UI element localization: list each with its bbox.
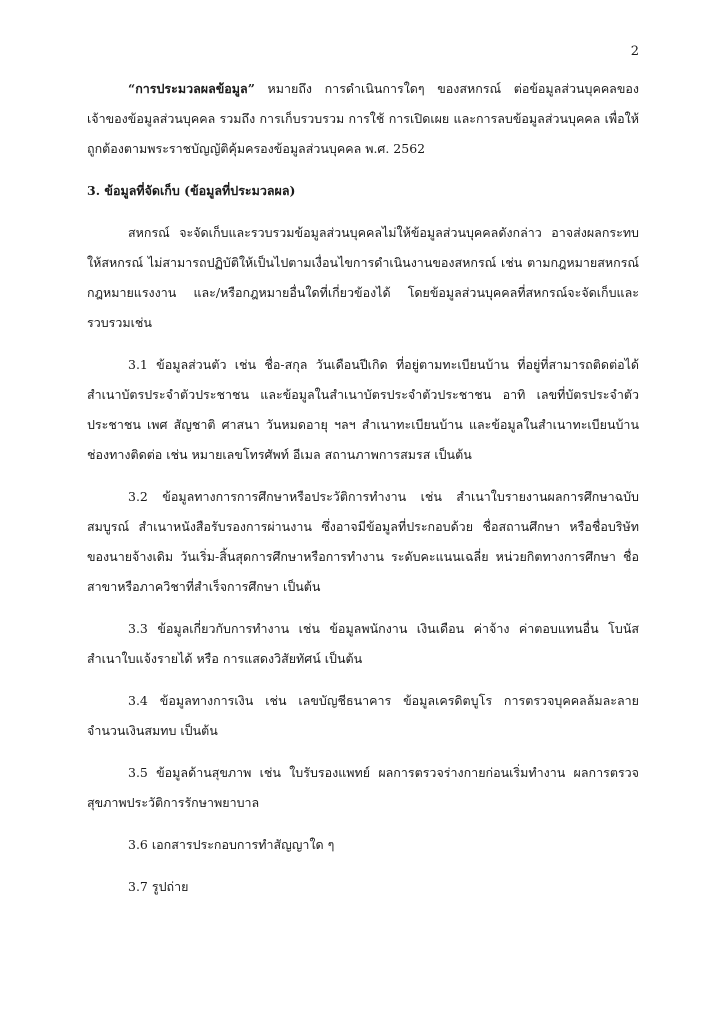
definition-paragraph bbox=[87, 74, 639, 164]
list-item-3-4: 3.4 ข้อมูลทางการเงิน เช่น เลขบัญชีธนาคาร ข้อมูลเครดิตบูโร การตรวจบุคคลล้มละลาย จำนวนเงินสมทบ เป็นต้น bbox=[87, 693, 639, 738]
list-item-3-3: 3.3 ข้อมูลเกี่ยวกับการทำงาน เช่น ข้อมูลพนักงาน เงินเดือน ค่าจ้าง ค่าตอบแทนอื่น โบนัส สำเนาใบแจ้งรายได้ หรือ การแสดงวิสัยทัศน์ เป็นต้น bbox=[87, 621, 639, 666]
list-item-3-7: 3.7 รูปถ่าย bbox=[128, 879, 189, 894]
page-number: 2 bbox=[630, 44, 639, 59]
list-item-3-5: 3.5 ข้อมูลด้านสุขภาพ เช่น ใบรับรองแพทย์ ผลการตรวจร่างกายก่อนเริ่มทำงาน ผลการตรวจสุขภาพประวัติการรักษาพยาบาล bbox=[87, 765, 639, 810]
list-item-3-1: 3.1 ข้อมูลส่วนตัว เช่น ชื่อ-สกุล วันเดือนปีเกิด ที่อยู่ตามทะเบียนบ้าน ที่อยู่ที่สามารถติดต่อได้ สำเนาบัตรประจำตัวประชาชน และข้อมูลในสำเนาบัตรประจำตัวประชาชน อาทิ เลขที่บัตรประจำตัวประชาชน เพศ สัญชาติ ศาสนา วันหมดอายุ ฯลฯ สำเนาทะเบียนบ้าน และข้อมูลในสำเนาทะเบียนบ้าน ช่องทางติดต่อ เช่น หมายเลขโทรศัพท์ อีเมล สถานภาพการสมรส เป็นต้น bbox=[87, 357, 639, 462]
definition-text: หมายถึง การดำเนินการใดๆ ของสหกรณ์ ต่อข้อมูลส่วนบุคคลของเจ้าของข้อมูลส่วนบุคคล รวมถึง การเก็บรวบรวม การใช้ การเปิดเผย และการลบข้อมูลส่วนบุคคล เพื่อให้ถูกต้องตามพระราชบัญญัติคุ้มครองข้อมูลส่วนบุคคล พ.ศ. 2562 bbox=[87, 81, 639, 156]
section-heading: 3. ข้อมูลที่จัดเก็บ (ข้อมูลที่ประมวลผล) bbox=[87, 183, 296, 198]
list-item-3-2: 3.2 ข้อมูลทางการการศึกษาหรือประวัติการทำงาน เช่น สำเนาใบรายงานผลการศึกษาฉบับสมบูรณ์ สำเนาหนังสือรับรองการผ่านงาน ซึ่งอาจมีข้อมูลที่ประกอบด้วย ชื่อสถานศึกษา หรือชื่อบริษัทของนายจ้างเดิม วันเริ่ม-สิ้นสุดการศึกษาหรือการทำงาน ระดับคะแนนเฉลี่ย หน่วยกิตทางการศึกษา ชื่อสาขาหรือภาควิชาที่สำเร็จการศึกษา เป็นต้น bbox=[87, 489, 639, 594]
definition-term: “การประมวลผลข้อมูล” bbox=[128, 81, 255, 96]
list-item-3-6: 3.6 เอกสารประกอบการทำสัญญาใด ๆ bbox=[128, 837, 335, 852]
section-intro: สหกรณ์ จะจัดเก็บและรวบรวมข้อมูลส่วนบุคคลไม่ให้ข้อมูลส่วนบุคคลดังกล่าว อาจส่งผลกระทบให้สหกรณ์ ไม่สามารถปฏิบัติให้เป็นไปตามเงื่อนไขการดำเนินงานของสหกรณ์ เช่น ตามกฎหมายสหกรณ์ กฎหมายแรงงาน และ/หรือกฎหมายอื่นใดที่เกี่ยวข้องได้ โดยข้อมูลส่วนบุคคลที่สหกรณ์จะจัดเก็บและรวบรวมเช่น bbox=[87, 225, 639, 330]
document-body bbox=[87, 74, 639, 914]
